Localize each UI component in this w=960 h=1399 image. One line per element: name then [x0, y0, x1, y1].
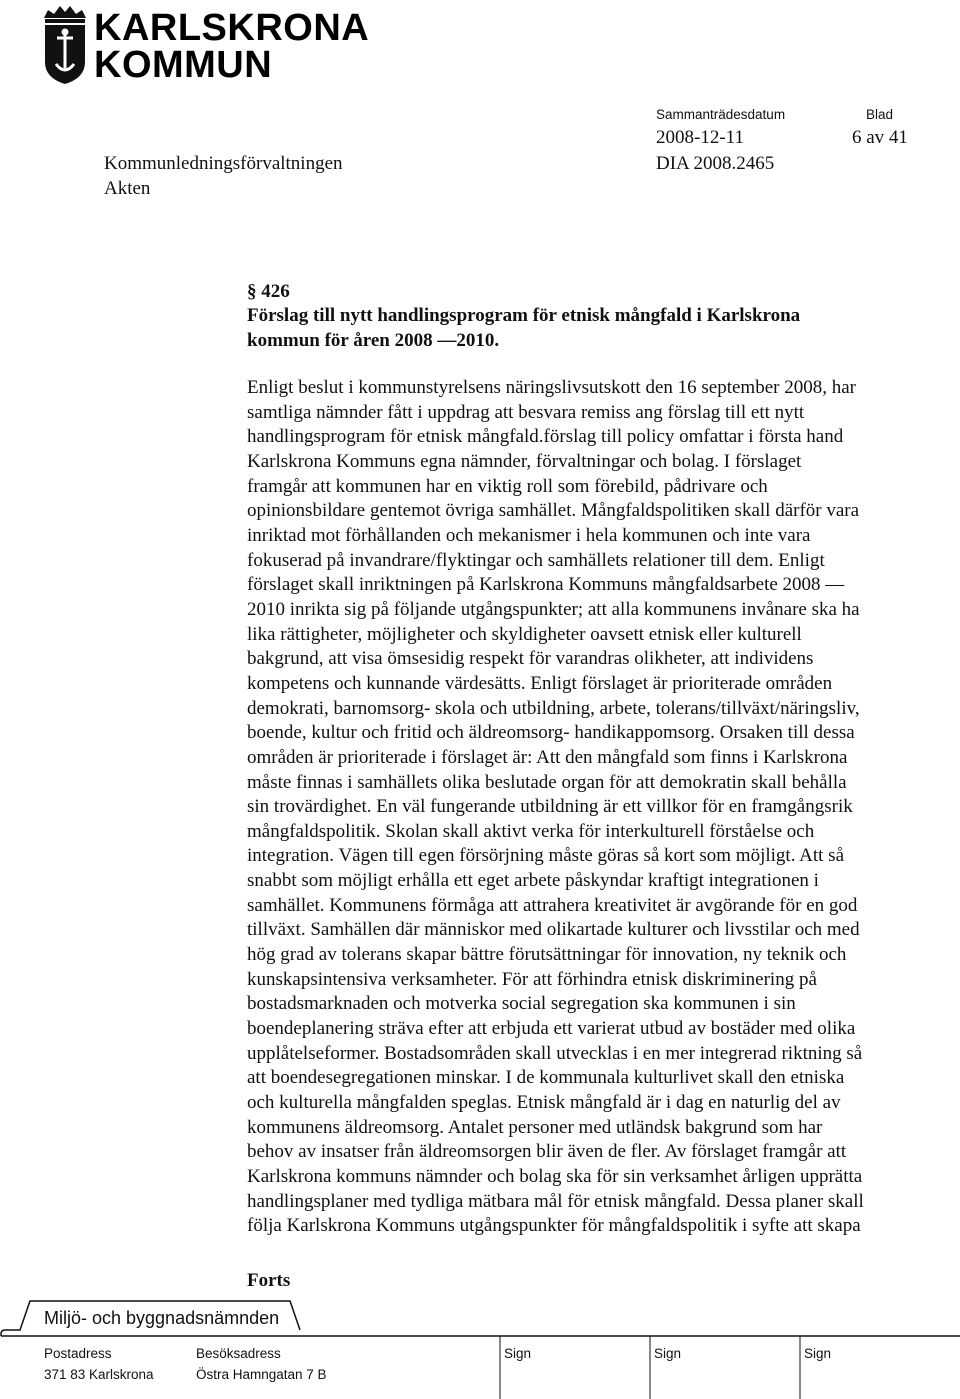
body-line: och kulturella mångfalden speglas. Etnisk mångfald är i dag en naturlig del av — [247, 1092, 841, 1114]
sign-label-2: Sign — [654, 1346, 682, 1361]
body-line: Karlskrona kommuns nämnder och bolag ska för sin verksamhet årligen upprätta — [247, 1166, 863, 1187]
section-title-line-2: kommun för åren 2008 —2010. — [247, 329, 500, 351]
section-symbol: § — [247, 281, 257, 302]
section-heading — [247, 280, 947, 353]
body-line: samtliga nämnder fått i uppdrag att besvara remiss ang förslag till ett nytt — [247, 401, 805, 423]
body-line: behov av insatser från äldreomsorgen blir även de fler. Av förslaget framgår att — [247, 1141, 847, 1163]
postal-address: 371 83 Karlskrona — [44, 1367, 154, 1382]
meeting-date-label: Sammanträdesdatum — [656, 107, 786, 122]
akten-label: Akten — [104, 178, 151, 199]
logo-line-2: KOMMUN — [94, 44, 273, 86]
body-line: snabbt som möjligt erhålla ett eget arbete påskyndar kraftigt integrationen i — [247, 870, 819, 892]
page-footer — [0, 1300, 960, 1399]
body-line: sin trovärdighet. En väl fungerande utbildning är ett villkor för en framgångsrik — [247, 796, 853, 818]
body-line: kompetens och kunnande värdesätts. Enligt förslaget är prioriterade områden — [247, 672, 833, 694]
continued-label: Forts — [247, 1270, 291, 1291]
body-line: tillväxt. Samhällen där människor med olikartade kulturer och livsstilar och med — [247, 919, 860, 941]
body-line: inriktad mot förhållanden och mekanismer i hela kommunen och inte vara — [247, 524, 811, 546]
body-line: Karlskrona Kommuns egna nämnder, förvaltningar och bolag. I förslaget — [247, 450, 802, 472]
body-line: samhället. Kommunens förmåga att attrahera kreativitet är avgörande för en god — [247, 894, 858, 916]
body-line: handlingsplaner med tydliga mätbara mål för etnisk mångfald. Dessa planer skall — [247, 1190, 864, 1212]
body-line: bostadsmarknaden och motverka social segregation ska kommunen i sin — [247, 993, 796, 1015]
body-text — [247, 376, 947, 1239]
body-line: områden är prioriterade i förslaget är: Att den mångfald som finns i Karlskrona — [247, 746, 848, 768]
municipality-logo — [40, 4, 370, 86]
postal-address-label: Postadress — [44, 1346, 112, 1361]
body-line: 2010 inrikta sig på följande utgångspunkter; att alla kommunens invånare ska ha — [247, 598, 860, 620]
page-number: 6 av 41 — [852, 127, 908, 148]
body-line: fokuserad på invandrare/flyktingar och samhällets relationer till dem. Enligt — [247, 549, 825, 571]
body-line: integration. Vägen till egen försörjning måste göras så kort som möjligt. Att så — [247, 845, 844, 867]
body-line: opinionsbildare gentemot övriga samhället. Mångfaldspolitiken skall därför vara — [247, 500, 860, 522]
body-line: kommunens äldreomsorg. Antalet personer med utländsk bakgrund som har — [247, 1116, 823, 1138]
body-line: demokrati, barnomsorg- skola och utbildning, arbete, tolerans/tillväxt/näringsliv, — [247, 697, 860, 719]
body-line: följa Karlskrona Kommuns utgångspunkter för mångfaldspolitik i syfte att skapa — [247, 1215, 861, 1237]
body-line: boende, kultur och fritid och äldreomsorg- handikappomsorg. Orsaken till dessa — [247, 722, 855, 744]
section-title-line-1: Förslag till nytt handlingsprogram för etnisk mångfald i Karlskrona — [247, 305, 801, 327]
sign-label-3: Sign — [804, 1346, 832, 1361]
sign-label-1: Sign — [504, 1346, 532, 1361]
dia-number: DIA 2008.2465 — [656, 153, 775, 174]
committee-name: Miljö- och byggnadsnämnden — [44, 1308, 280, 1328]
section-number-line — [247, 280, 947, 304]
body-line: lika rättigheter, möjligheter och skyldigheter oavsett etnisk eller kulturell — [247, 623, 802, 645]
body-line: förslaget skall inriktningen på Karlskrona Kommuns mångfaldsarbete 2008 — — [247, 574, 845, 596]
section-number: 426 — [261, 281, 290, 302]
body-line: upplåtelseformer. Bostadsområden skall utvecklas i en mer integrerad riktning så — [247, 1042, 863, 1064]
body-line: kunskapsintensiva verksamheter. För att förhindra etnisk diskriminering på — [247, 968, 817, 990]
visiting-address-label: Besöksadress — [196, 1346, 281, 1361]
body-line: måste finnas i samhällets olika beslutade organ för att demokratin skall behålla — [247, 771, 847, 793]
body-line: handlingsprogram för etnisk mångfald.förslag till policy omfattar i första hand — [247, 426, 844, 448]
visiting-address: Östra Hamngatan 7 B — [196, 1367, 327, 1382]
logo-line-1: KARLSKRONA — [94, 7, 370, 49]
meeting-date: 2008-12-11 — [656, 127, 744, 148]
body-line: Enligt beslut i kommunstyrelsens näringslivsutskott den 16 september 2008, har — [247, 377, 856, 398]
body-line: bakgrund, att visa ömsesidig respekt för varandras olikheter, att individens — [247, 648, 814, 670]
department-name: Kommunledningsförvaltningen — [104, 153, 343, 174]
coat-of-arms-icon — [40, 4, 90, 86]
body-line: att boendesegregationen minskar. I de kommunala kulturlivet skall den etniska — [247, 1067, 845, 1089]
body-line: mångfaldspolitik. Skolan skall aktivt verka för interkulturell förståelse och — [247, 820, 815, 842]
body-line: framgår att kommunen har en viktig roll som förebild, pådrivare och — [247, 475, 768, 497]
page-label: Blad — [866, 107, 894, 122]
body-line: boendeplanering sträva efter att erbjuda ett varierat utbud av bostäder med olika — [247, 1018, 856, 1040]
body-line: hög grad av tolerans skapar bättre förutsättningar för innovation, ny teknik och — [247, 944, 847, 966]
